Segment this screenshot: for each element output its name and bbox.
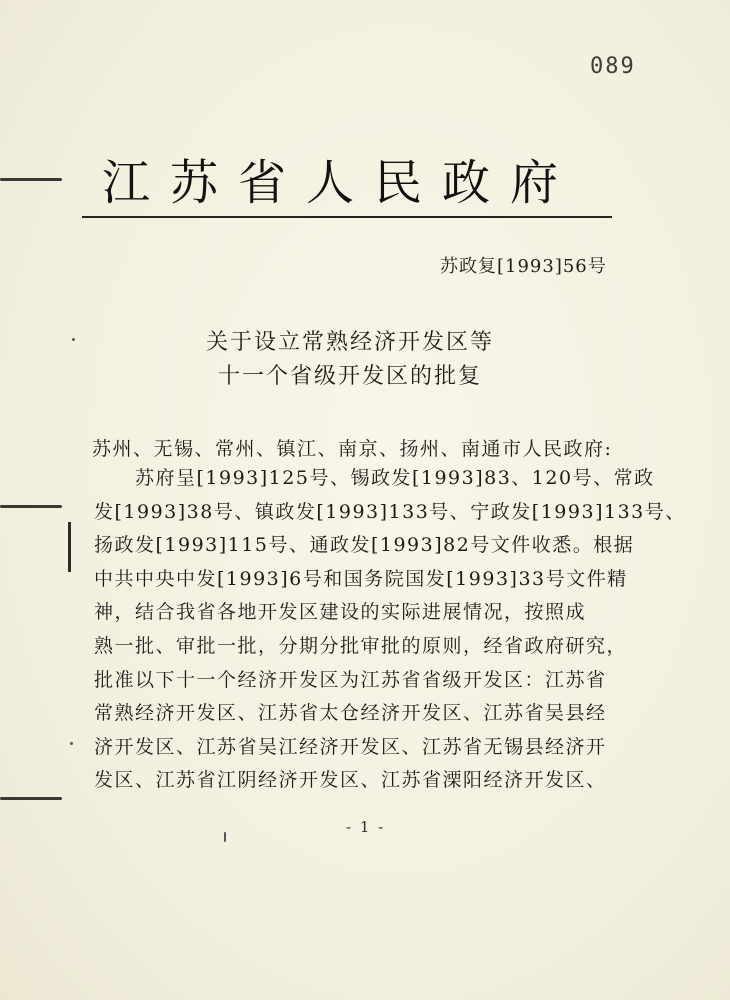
margin-mark: [68, 522, 71, 572]
body-line: 中共中央中发[1993]6号和国务院国发[1993]33号文件精: [94, 567, 628, 590]
footer-page-number: - 1 -: [346, 818, 386, 836]
body-line: 发区、江苏省江阴经济开发区、江苏省溧阳经济开发区、: [94, 769, 607, 792]
body-line: 神，结合我省各地开发区建设的实际进展情况，按照成: [94, 601, 587, 624]
binding-mark-bottom: [0, 797, 62, 800]
archive-page-number: 089: [590, 54, 636, 79]
title-line: 关于设立常熟经济开发区等: [205, 330, 494, 355]
body-line: 济开发区、江苏省吴江经济开发区、江苏省无锡县经济开: [94, 735, 607, 758]
binding-mark-top: [0, 178, 62, 181]
scan-speck: [224, 832, 226, 842]
title-line: 十一个省级开发区的批复: [217, 364, 482, 389]
body-text: [94, 462, 686, 798]
issuing-agency-header: 江苏省人民政府: [102, 155, 579, 211]
scan-speck: [70, 742, 73, 745]
scan-speck: [72, 338, 75, 341]
body-line: 熟一批、审批一批，分期分批审批的原则，经省政府研究，: [94, 634, 628, 657]
document-number: 苏政复[1993]56号: [440, 256, 607, 277]
document-title: [150, 326, 550, 394]
body-line: 常熟经济开发区、江苏省太仓经济开发区、江苏省吴县经: [94, 702, 607, 725]
body-line: 苏府呈[1993]125号、锡政发[1993]83、120号、常政: [94, 467, 655, 489]
body-line: 批准以下十一个经济开发区为江苏省省级开发区：江苏省: [94, 668, 607, 691]
addressee-line: 苏州、无锡、常州、镇江、南京、扬州、南通市人民政府:: [92, 438, 613, 460]
binding-mark-middle: [0, 505, 62, 508]
header-rule: [82, 216, 612, 218]
body-line: 发[1993]38号、镇政发[1993]133号、宁政发[1993]133号、: [94, 500, 686, 523]
body-line: 扬政发[1993]115号、通政发[1993]82号文件收悉。根据: [94, 534, 635, 557]
